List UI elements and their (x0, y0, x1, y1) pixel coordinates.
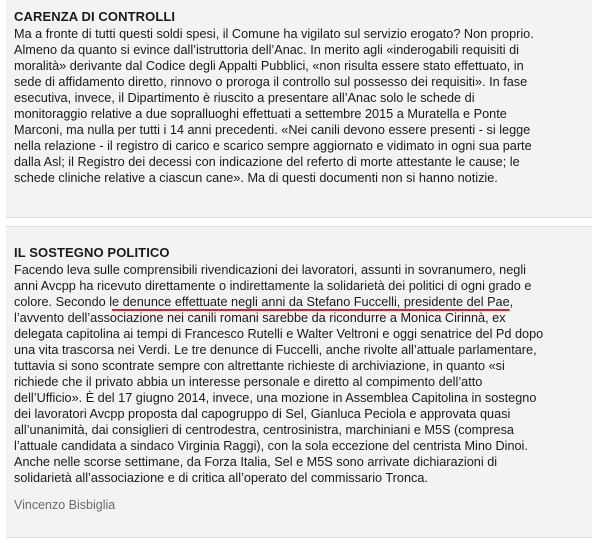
text-line: l’avvento dell’associazione nei canili romani sarebbe da ricondurre a Monica Cirinnà, ex (14, 311, 506, 325)
section-heading: CARENZA DI CONTROLLI (14, 9, 176, 24)
text-line: l’attuale candidata a sindaco Virginia Raggi), con la sola eccezione del centrista Mino Dinoi. (14, 439, 528, 453)
text-line: dell’Ufficio». È del 17 giugno 2014, invece, una mozione in Assemblea Capitolina in sostegno (14, 391, 537, 405)
text-line: richiede che il privato abbia un interesse personale e diretto al compimento dell’atto (14, 375, 483, 389)
text-line: Anche nelle scorse settimane, da Forza Italia, Sel e M5S sono arrivate dichiarazioni di (14, 455, 498, 469)
text-line: esecutiva, invece, il Dipartimento è riuscito a presentare all’Anac solo le schede di (14, 91, 475, 105)
text-line: dei lavoratori Avcpp proposta dal capogruppo di Sel, Gianluca Peciola e approvata quasi (14, 407, 511, 421)
section-paragraph (14, 26, 584, 186)
text-line: moralità» derivante dal Codice degli Appalti Pubblici, «non risulta essere stato effettuato, in (14, 59, 524, 73)
text-line: Almeno da quanto si evince dall’istruttoria dell’Anac. In merito agli «inderogabili requisiti di (14, 43, 519, 57)
text-line: solidarietà all’associazione e di critica all’operato del commissario Tronca. (14, 471, 428, 485)
section-heading: IL SOSTEGNO POLITICO (14, 245, 170, 260)
text-line: tuttavia si sono scontrate sempre con altrettante richieste di archiviazione, in quanto «si (14, 359, 505, 373)
text-line: una vita trascorsa nei Verdi. Le tre denunce di Fuccelli, anche rivolte all’attuale parlamentare, (14, 343, 537, 357)
red-underlined-text: e denunce effettuate negli anni da Stefano Fuccelli, presidente del Pae (112, 295, 510, 309)
text-line: monitoraggio relative a due sopralluoghi effettuati a settembre 2015 a Muratella e Ponte (14, 107, 507, 121)
text-line: delegata capitolina ai tempi di Francesco Rutelli e Walter Veltroni e oggi senatrice del Pd dopo (14, 327, 544, 341)
highlighted-text-line (14, 294, 584, 310)
section-carenza-di-controlli (6, 0, 592, 218)
text-line: dalla Asl; il Registro dei decessi con indicazione del referto di morte attestante le cause; le (14, 155, 520, 169)
text-line: nella relazione - il registro di carico e scarico sempre aggiornato e vidimato in ogni sua parte (14, 139, 532, 153)
text-segment: , (509, 295, 514, 309)
text-line: schede cliniche relative a ciascun cane». Ma di questi documenti non si hanno notizie. (14, 171, 498, 185)
text-line: anni Avcpp ha ricevuto direttamente o indirettamente la solidarietà dei politici di ogni grado e (14, 279, 532, 293)
text-line: Marconi, ma nulla per tutti i 14 anni precedenti. «Nei canili devono essere presenti - si legge (14, 123, 531, 137)
section-il-sostegno-politico (6, 226, 592, 538)
section-paragraph (14, 262, 584, 486)
text-line: all’unanimità, dai consiglieri di centrodestra, centrosinistra, marchiniani e M5S (compresa (14, 423, 514, 437)
text-line: Facendo leva sulle comprensibili rivendicazioni dei lavoratori, assunti in sovranumero, negli (14, 263, 526, 277)
author-byline: Vincenzo Bisbiglia (14, 498, 116, 512)
text-line: sede di affidamento diretto, rinnovo o proroga il controllo sul possesso dei requisiti». In fase (14, 75, 528, 89)
text-line: Ma a fronte di tutti questi soldi spesi, il Comune ha vigilato sul servizio erogato? Non proprio. (14, 27, 534, 41)
text-segment: colore. Secondo l (14, 295, 113, 309)
